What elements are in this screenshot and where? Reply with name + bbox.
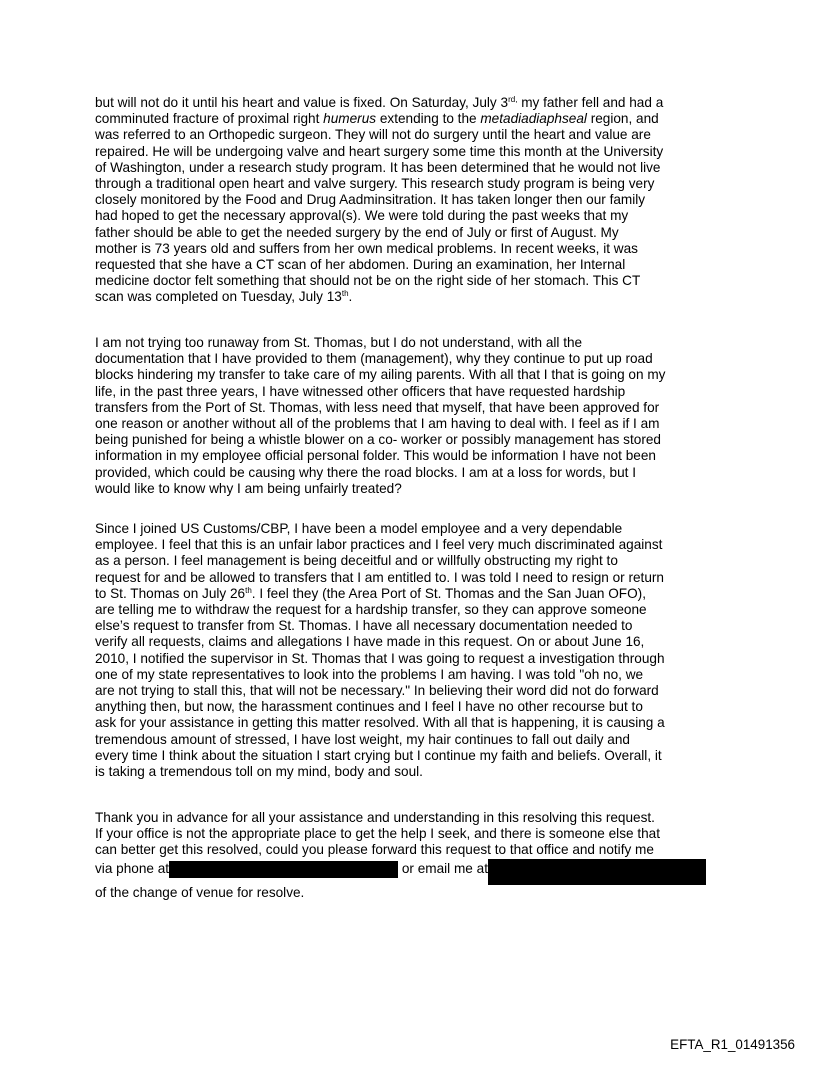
text-run: being punished for being a whistle blower on a co- worker or possibly management has stored: [95, 432, 661, 448]
text-run: documentation that I have provided to them (management), why they continue to put up road: [95, 351, 653, 367]
text-run: can better get this resolved, could you please forward this request to that office and notify me: [95, 842, 654, 858]
ordinal-suffix: th: [341, 289, 349, 299]
text-run: one of my state representatives to look into the problems I am having. I was told "oh no, we: [95, 666, 644, 682]
text-line: [95, 885, 735, 901]
ordinal-suffix: rd,: [508, 95, 518, 104]
text-run: ask for your assistance in getting this matter resolved. With all that is happening, it is causing a: [95, 715, 665, 731]
text-line: [95, 289, 735, 305]
paragraph: [95, 521, 735, 780]
text-run: If your office is not the appropriate place to get the help I seek, and there is someone else that: [95, 826, 660, 842]
text-run: medicine doctor felt something that should not be on the right side of her stomach. This CT: [95, 273, 641, 289]
text-line: [95, 683, 735, 699]
text-run: transfers from the Port of St. Thomas, with less need that myself, that have been approved for: [95, 399, 660, 415]
text-run: request for and be allowed to transfers that I am entitled to. I was told I need to resign or return: [95, 569, 664, 585]
text-line: [95, 602, 735, 618]
text-run: Thank you in advance for all your assistance and understanding in this resolving this request.: [95, 810, 655, 825]
text-line: [95, 400, 735, 416]
text-line: [95, 351, 735, 367]
text-line: [95, 367, 735, 383]
text-run: are telling me to withdraw the request for a hardship transfer, so they can approve someone: [95, 602, 647, 618]
text-run: was referred to an Orthopedic surgeon. They will not do surgery until the heart and value are: [95, 127, 651, 143]
text-run: one reason or another without all of the problems that I am having to deal with. I feel as if I am: [95, 416, 660, 432]
text-run: of Washington, under a research study program. It has been determined that he would not live: [95, 159, 661, 175]
text-run: anything then, but now, the harassment continues and I feel I have no other recourse but to: [95, 699, 643, 715]
text-run: or email me at: [398, 860, 488, 876]
text-line: [95, 537, 735, 553]
text-line: [95, 732, 735, 748]
text-line: [95, 416, 735, 432]
text-line: [95, 465, 735, 481]
text-line: [95, 481, 735, 497]
text-run: requested that she have a CT scan of her abdomen. During an examination, her Internal: [95, 257, 626, 273]
text-run: employee. I feel that this is an unfair labor practices and I feel very much discriminated against: [95, 537, 663, 553]
paragraph: [95, 810, 735, 901]
text-line: [95, 257, 735, 273]
text-run: life, in the past three years, I have witnessed other officers that have requested hardship: [95, 383, 626, 399]
text-run: of the change of venue for resolve.: [95, 884, 305, 900]
text-run: . I feel they (the Area Port of St. Thomas and the San Juan OFO),: [251, 585, 646, 601]
text-run: via phone at: [95, 860, 170, 876]
text-run: provided, which could be causing why there the road blocks. I am at a loss for words, but I: [95, 464, 637, 480]
text-run: Since I joined US Customs/CBP, I have been a model employee and a very dependable: [95, 521, 623, 536]
italic-term: humerus: [323, 111, 377, 127]
text-run: had hoped to get the necessary approval(s). We were told during the past weeks that my: [95, 208, 629, 224]
text-line: [95, 667, 735, 683]
redaction-box: [488, 859, 706, 885]
text-line: [95, 95, 735, 111]
text-line: [95, 241, 735, 257]
text-line: [95, 144, 735, 160]
text-line: [95, 335, 735, 351]
text-line: [95, 634, 735, 650]
text-run: mother is 73 years old and suffers from her own medical problems. In recent weeks, it was: [95, 240, 638, 256]
text-line: [95, 810, 735, 826]
text-line: [95, 764, 735, 780]
paragraph: [95, 335, 735, 497]
italic-term: metadiadiaphseal: [480, 111, 587, 127]
text-line: [95, 842, 735, 858]
text-run: else’s request to transfer from St. Thomas. I have all necessary documentation needed to: [95, 618, 633, 634]
text-run: my father fell and had a: [517, 95, 664, 110]
text-line: [95, 208, 735, 224]
text-run: region, and: [586, 111, 659, 127]
text-line: [95, 715, 735, 731]
text-line: [95, 448, 735, 464]
text-run: extending to the: [376, 111, 481, 127]
text-run: I am not trying too runaway from St. Thomas, but I do not understand, with all the: [95, 335, 583, 350]
text-run: father should be able to get the needed surgery by the end of July or first of August. My: [95, 224, 619, 240]
text-line: [95, 192, 735, 208]
document-id-footer: EFTA_R1_01491356: [670, 1037, 795, 1052]
text-line: [95, 651, 735, 667]
text-line: [95, 618, 735, 634]
text-line: [95, 570, 735, 586]
text-run: repaired. He will be undergoing valve and heart surgery some time this month at the University: [95, 143, 664, 159]
text-run: blocks hindering my transfer to take care of my ailing parents. With all that I that is going on my: [95, 367, 666, 383]
text-run: through a traditional open heart and valve surgery. This research study program is being very: [95, 176, 655, 192]
text-line: [95, 127, 735, 143]
text-run: would like to know why I am being unfairly treated?: [95, 480, 402, 496]
ordinal-suffix: th: [245, 585, 252, 595]
text-run: verify all requests, claims and allegations I have made in this request. On or about June 16,: [95, 634, 645, 650]
text-run: comminuted fracture of proximal right: [95, 111, 324, 127]
text-run: .: [348, 289, 353, 305]
text-run: 2010, I notified the supervisor in St. Thomas that I was going to request a investigation through: [95, 650, 665, 666]
text-run: are not trying to stall this, that will not be necessary." In believing their word did not do forward: [95, 683, 659, 699]
text-run: every time I think about the situation I start crying but I continue my faith and beliefs. Overall, it: [95, 747, 662, 763]
text-line: [95, 553, 735, 569]
text-line: [95, 384, 735, 400]
text-run: closely monitored by the Food and Drug Aadminsitration. It has taken longer then our family: [95, 192, 646, 208]
text-run: to St. Thomas on July 26: [95, 585, 246, 601]
text-line: [95, 586, 735, 602]
text-line: [95, 859, 735, 885]
text-line: [95, 111, 735, 127]
text-run: as a person. I feel management is being deceitful and or willfully obstructing my right to: [95, 553, 618, 569]
text-line: [95, 160, 735, 176]
text-run: is taking a tremendous toll on my mind, body and soul.: [95, 764, 423, 780]
text-line: [95, 176, 735, 192]
text-run: scan was completed on Tuesday, July 13: [95, 289, 342, 305]
text-line: [95, 432, 735, 448]
text-line: [95, 826, 735, 842]
redaction-box: [169, 861, 398, 878]
text-run: tremendous amount of stressed, I have lost weight, my hair continues to fall out daily and: [95, 731, 630, 747]
text-line: [95, 273, 735, 289]
paragraph: [95, 95, 735, 306]
text-line: [95, 699, 735, 715]
text-line: [95, 748, 735, 764]
text-line: [95, 225, 735, 241]
text-run: information in my employee official personal folder. This would be information I have not been: [95, 448, 656, 464]
text-line: [95, 521, 735, 537]
text-run: but will not do it until his heart and value is fixed. On Saturday, July 3: [95, 95, 509, 110]
